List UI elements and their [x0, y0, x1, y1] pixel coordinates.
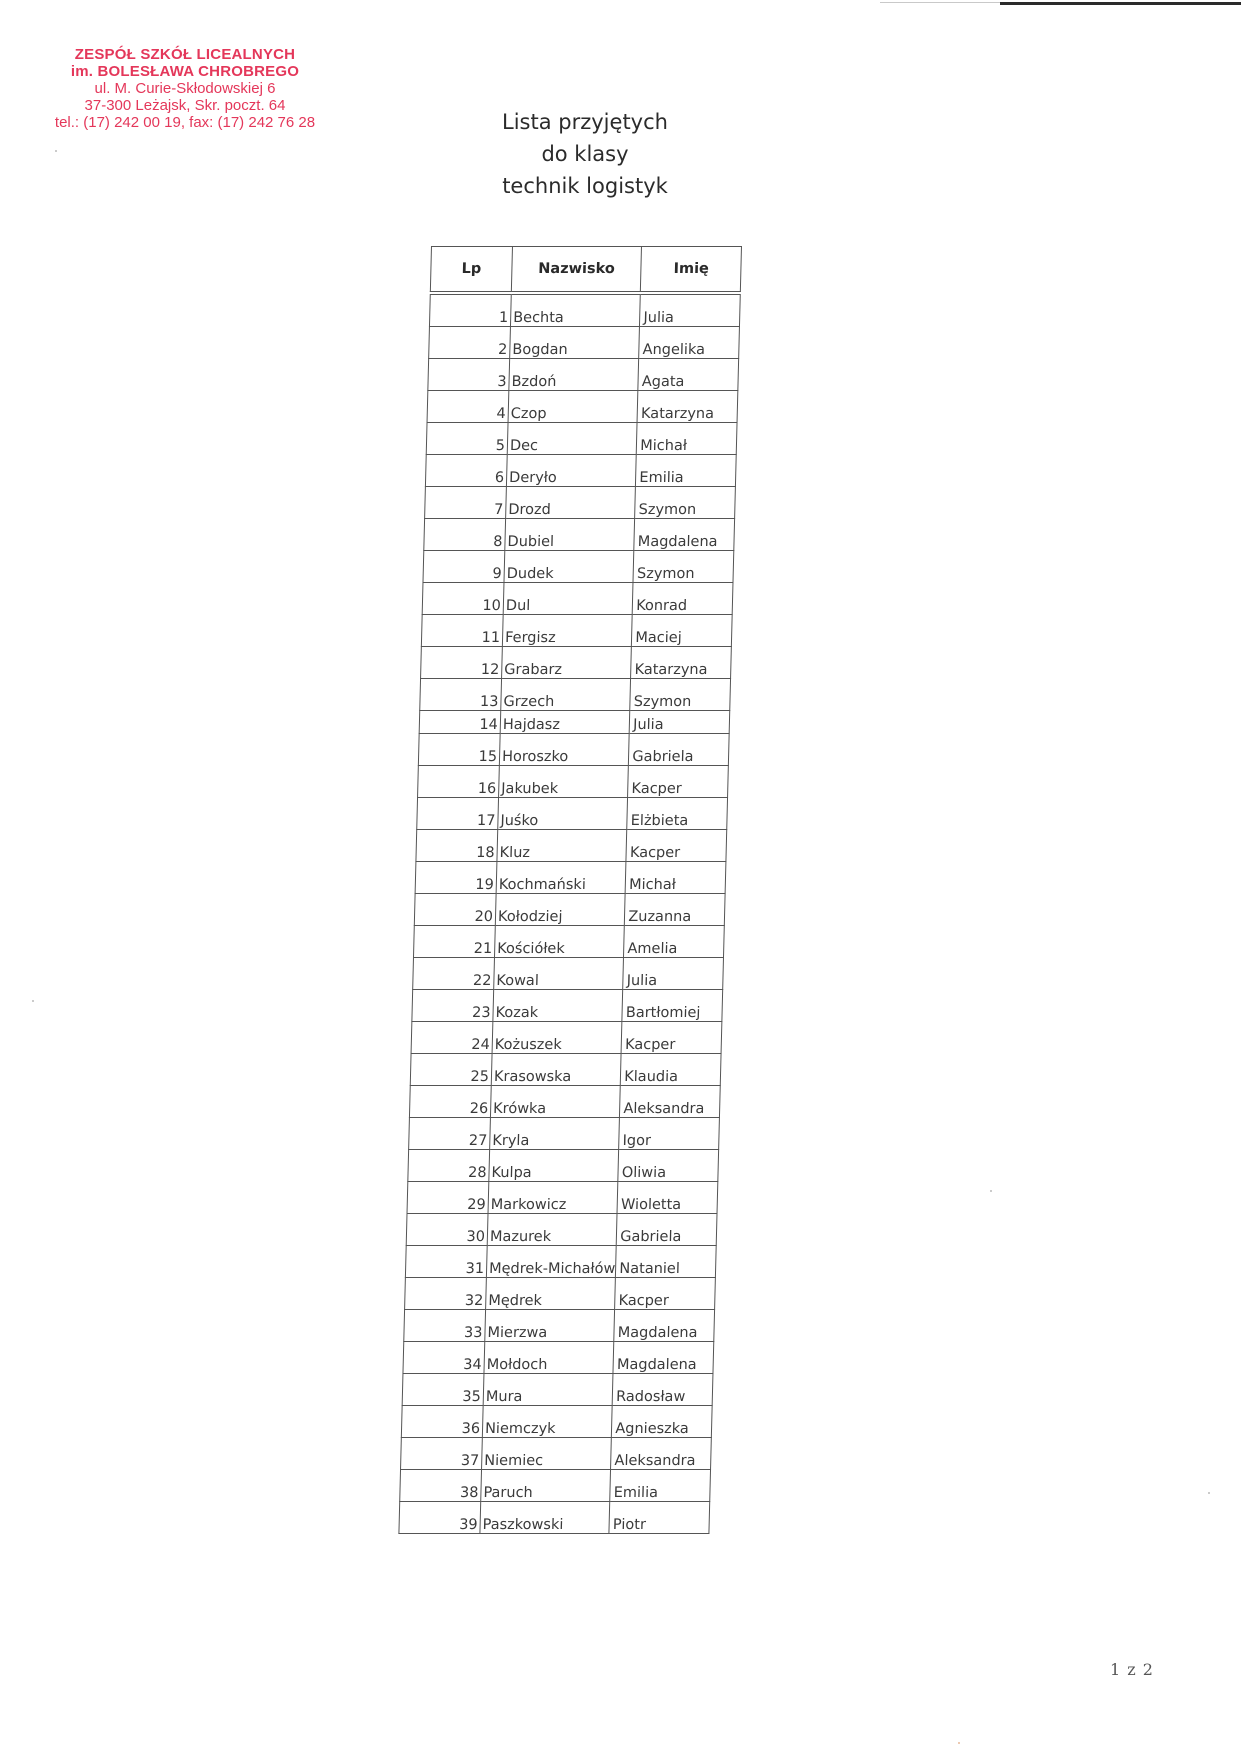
scan-edge-line-light: [880, 2, 1000, 3]
table-row: [427, 391, 738, 423]
cell-name: Magdalena: [634, 519, 735, 551]
cell-surname: Mazurek: [487, 1214, 617, 1246]
scan-speck: [958, 1742, 960, 1744]
table-row: [409, 1118, 720, 1150]
cell-name: Agata: [638, 359, 739, 391]
cell-name: Radosław: [612, 1374, 713, 1406]
cell-surname: Czop: [508, 391, 638, 423]
cell-surname: Mędrek-Michałów: [486, 1246, 616, 1278]
cell-lp: 35: [402, 1374, 484, 1406]
cell-surname: Bechta: [510, 295, 640, 327]
cell-surname: Mura: [483, 1374, 613, 1406]
cell-name: Emilia: [610, 1470, 711, 1502]
cell-name: Szymon: [635, 487, 736, 519]
stamp-line-2: im. BOLESŁAWA CHROBREGO: [70, 63, 300, 80]
title-line-2: do klasy: [541, 142, 629, 166]
header-name: Imię: [641, 247, 742, 292]
stamp-line-5: tel.: (17) 242 00 19, fax: (17) 242 76 28: [54, 114, 316, 131]
table-row: [420, 679, 731, 711]
cell-surname: Hajdasz: [500, 711, 630, 734]
table-row: [415, 862, 726, 894]
cell-lp: 4: [427, 391, 509, 423]
cell-name: Angelika: [639, 327, 740, 359]
cell-lp: 21: [413, 926, 495, 958]
table-row: [428, 359, 739, 391]
cell-lp: 10: [422, 583, 504, 615]
cell-name: Aleksandra: [611, 1438, 712, 1470]
cell-surname: Paruch: [481, 1470, 611, 1502]
cell-surname: Niemczyk: [482, 1406, 612, 1438]
cell-lp: 22: [413, 958, 495, 990]
cell-name: Julia: [623, 958, 724, 990]
table-row: [425, 455, 736, 487]
table-row: [424, 519, 735, 551]
table-row: [409, 1086, 720, 1118]
cell-lp: 13: [420, 679, 502, 711]
table-row: [403, 1342, 714, 1374]
cell-name: Kacper: [628, 766, 729, 798]
cell-lp: 30: [406, 1214, 488, 1246]
header-lp: Lp: [430, 247, 512, 292]
table-row: [423, 551, 734, 583]
cell-lp: 12: [421, 647, 503, 679]
cell-surname: Kowal: [494, 958, 624, 990]
cell-lp: 24: [411, 1022, 493, 1054]
stamp-line-1: ZESPÓŁ SZKÓŁ LICEALNYCH: [74, 46, 296, 63]
cell-lp: 27: [409, 1118, 491, 1150]
cell-lp: 18: [416, 830, 498, 862]
table-row: [399, 1502, 710, 1534]
cell-surname: Mierzwa: [485, 1310, 615, 1342]
table-body: [399, 295, 741, 1534]
table-row: [429, 327, 740, 359]
cell-name: Kacper: [621, 1022, 722, 1054]
cell-surname: Mędrek: [486, 1278, 616, 1310]
table-row: [417, 798, 728, 830]
table-row: [411, 1022, 722, 1054]
table-row: [408, 1150, 719, 1182]
table-row: [421, 647, 732, 679]
cell-surname: Kołodziej: [495, 894, 625, 926]
cell-lp: 34: [403, 1342, 485, 1374]
cell-lp: 32: [405, 1278, 487, 1310]
cell-name: Michał: [637, 423, 738, 455]
cell-surname: Kulpa: [489, 1150, 619, 1182]
page-title: [460, 106, 710, 202]
cell-name: Szymon: [633, 551, 734, 583]
stamp-line-4: 37-300 Leżajsk, Skr. poczt. 64: [84, 97, 286, 114]
cell-surname: Drozd: [506, 487, 636, 519]
cell-surname: Kryla: [490, 1118, 620, 1150]
cell-lp: 9: [423, 551, 505, 583]
scan-speck: [55, 150, 57, 152]
cell-name: Elżbieta: [627, 798, 728, 830]
table-row: [400, 1470, 711, 1502]
cell-lp: 31: [405, 1246, 487, 1278]
cell-name: Michał: [625, 862, 726, 894]
cell-lp: 25: [410, 1054, 492, 1086]
cell-lp: 7: [425, 487, 507, 519]
table-row: [418, 766, 729, 798]
cell-lp: 23: [412, 990, 494, 1022]
title-line-1: Lista przyjętych: [502, 110, 668, 134]
table-row: [401, 1438, 712, 1470]
cell-surname: Paszkowski: [480, 1502, 610, 1534]
cell-surname: Krówka: [490, 1086, 620, 1118]
cell-lp: 38: [400, 1470, 482, 1502]
cell-name: Magdalena: [614, 1310, 715, 1342]
cell-name: Konrad: [632, 583, 733, 615]
cell-name: Wioletta: [617, 1182, 718, 1214]
table-row: [419, 711, 730, 734]
cell-name: Kacper: [626, 830, 727, 862]
cell-surname: Kościółek: [494, 926, 624, 958]
table-row: [407, 1182, 718, 1214]
cell-surname: Krasowska: [491, 1054, 621, 1086]
cell-surname: Dubiel: [505, 519, 635, 551]
cell-name: Julia: [640, 295, 741, 327]
cell-lp: 3: [428, 359, 510, 391]
table-header-row: [430, 247, 741, 292]
cell-lp: 28: [408, 1150, 490, 1182]
cell-surname: Grabarz: [502, 647, 632, 679]
scan-speck: [1208, 1492, 1210, 1494]
cell-surname: Dul: [503, 583, 633, 615]
table-row: [402, 1374, 713, 1406]
cell-name: Emilia: [636, 455, 737, 487]
cell-name: Magdalena: [613, 1342, 714, 1374]
page-number: 1 z 2: [1110, 1660, 1154, 1679]
cell-lp: 8: [424, 519, 506, 551]
cell-name: Piotr: [609, 1502, 710, 1534]
cell-lp: 20: [414, 894, 496, 926]
table-row: [405, 1278, 716, 1310]
scan-edge-line: [1000, 2, 1241, 5]
table-row: [414, 894, 725, 926]
cell-lp: 16: [418, 766, 500, 798]
cell-name: Katarzyna: [631, 647, 732, 679]
cell-lp: 39: [399, 1502, 481, 1534]
cell-surname: Jakubek: [499, 766, 629, 798]
cell-surname: Dudek: [504, 551, 634, 583]
cell-surname: Juśko: [498, 798, 628, 830]
cell-lp: 14: [419, 711, 501, 734]
cell-lp: 26: [409, 1086, 491, 1118]
cell-name: Katarzyna: [637, 391, 738, 423]
table-row: [410, 1054, 721, 1086]
cell-lp: 19: [415, 862, 497, 894]
stamp-line-3: ul. M. Curie-Skłodowskiej 6: [94, 80, 276, 97]
cell-name: Bartłomiej: [622, 990, 723, 1022]
cell-name: Gabriela: [629, 734, 730, 766]
cell-name: Aleksandra: [620, 1086, 721, 1118]
cell-lp: 11: [421, 615, 503, 647]
scan-speck: [990, 1190, 992, 1192]
cell-lp: 29: [407, 1182, 489, 1214]
table-row: [418, 734, 729, 766]
table-row: [405, 1246, 716, 1278]
cell-lp: 1: [429, 295, 511, 327]
table-row: [412, 990, 723, 1022]
cell-lp: 15: [418, 734, 500, 766]
table-row: [429, 295, 740, 327]
cell-surname: Kożuszek: [492, 1022, 622, 1054]
table-row: [404, 1310, 715, 1342]
cell-lp: 17: [417, 798, 499, 830]
cell-name: Szymon: [630, 679, 731, 711]
cell-lp: 2: [429, 327, 511, 359]
cell-surname: Fergisz: [502, 615, 632, 647]
cell-surname: Kozak: [493, 990, 623, 1022]
header-surname: Nazwisko: [511, 247, 641, 292]
table-row: [421, 615, 732, 647]
cell-surname: Kluz: [497, 830, 627, 862]
cell-surname: Grzech: [501, 679, 631, 711]
cell-lp: 37: [401, 1438, 483, 1470]
cell-name: Igor: [619, 1118, 720, 1150]
cell-name: Kacper: [615, 1278, 716, 1310]
cell-surname: Dec: [507, 423, 637, 455]
scan-speck: [32, 1000, 34, 1002]
cell-name: Julia: [629, 711, 730, 734]
table-row: [416, 830, 727, 862]
cell-surname: Bogdan: [510, 327, 640, 359]
cell-surname: Kochmański: [496, 862, 626, 894]
table-row: [422, 583, 733, 615]
cell-surname: Niemiec: [482, 1438, 612, 1470]
cell-surname: Markowicz: [488, 1182, 618, 1214]
table-row: [413, 958, 724, 990]
cell-name: Amelia: [624, 926, 725, 958]
cell-name: Zuzanna: [625, 894, 726, 926]
table-row: [401, 1406, 712, 1438]
cell-name: Maciej: [632, 615, 733, 647]
school-stamp: [30, 46, 340, 131]
table-row: [413, 926, 724, 958]
table-row: [425, 487, 736, 519]
cell-name: Klaudia: [621, 1054, 722, 1086]
cell-lp: 33: [404, 1310, 486, 1342]
cell-lp: 5: [426, 423, 508, 455]
table-row: [406, 1214, 717, 1246]
cell-lp: 36: [401, 1406, 483, 1438]
cell-surname: Horoszko: [499, 734, 629, 766]
title-line-3: technik logistyk: [502, 174, 668, 198]
cell-lp: 6: [425, 455, 507, 487]
cell-name: Nataniel: [616, 1246, 717, 1278]
cell-name: Gabriela: [616, 1214, 717, 1246]
cell-name: Agnieszka: [612, 1406, 713, 1438]
cell-surname: Mołdoch: [484, 1342, 614, 1374]
admitted-students-table: [398, 246, 742, 1534]
cell-surname: Bzdoń: [509, 359, 639, 391]
cell-surname: Deryło: [506, 455, 636, 487]
table-row: [426, 423, 737, 455]
cell-name: Oliwia: [618, 1150, 719, 1182]
